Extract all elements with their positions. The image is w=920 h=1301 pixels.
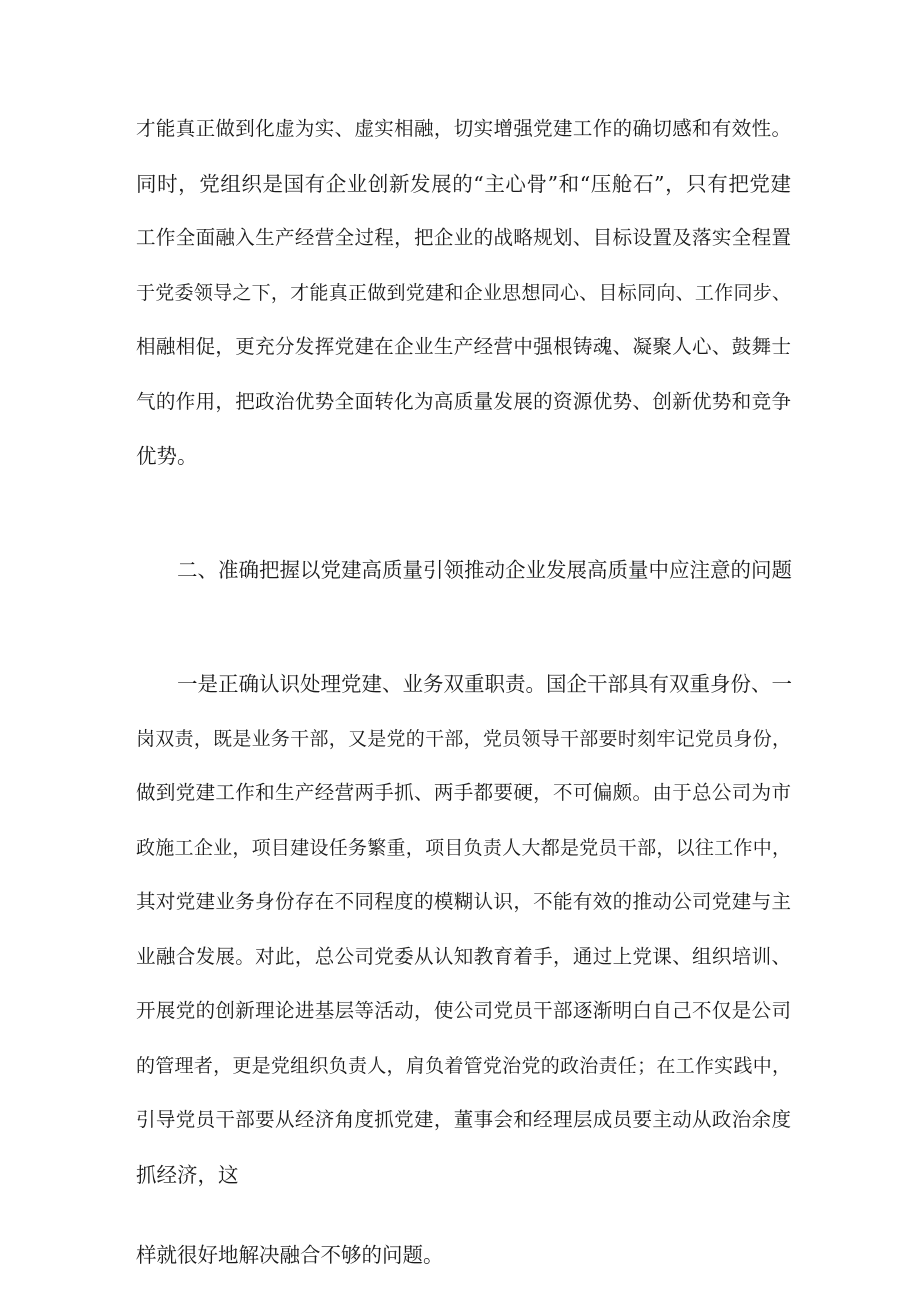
paragraph-1-line-5: 相融相促，更充分发挥党建在企业生产经营中强根铸魂、凝聚人心、鼓舞士 (136, 335, 791, 358)
paragraph-1-line-2: 同时，党组织是国有企业创新发展的“主心骨”和“压舱石”，只有把党建 (136, 172, 791, 196)
paragraph-2-line-5: 其对党建业务身份存在不同程度的模糊认识，不能有效的推动公司党建与主 (136, 890, 791, 913)
paragraph-1-line-1: 才能真正做到化虚为实、虚实相融，切实增强党建工作的确切感和有效性。 (136, 117, 791, 140)
continuation-line: 样就很好地解决融合不够的问题。 (136, 1243, 444, 1267)
paragraph-1-line-7: 优势。 (136, 444, 198, 468)
paragraph-1-line-6: 气的作用，把政治优势全面转化为高质量发展的资源优势、创新优势和竞争 (136, 390, 791, 413)
paragraph-2-line-2: 岗双责，既是业务干部，又是党的干部，党员领导干部要时刻牢记党员身份， (136, 728, 791, 750)
paragraph-2-line-3: 做到党建工作和生产经营两手抓、两手都要硬，不可偏颇。由于总公司为市 (136, 781, 791, 804)
paragraph-2-line-8: 的管理者，更是党组织负责人，肩负着管党治党的政治责任；在工作实践中， (136, 1055, 791, 1077)
paragraph-1-line-4: 于党委领导之下，才能真正做到党建和企业思想同心、目标同向、工作同步、 (136, 282, 791, 304)
paragraph-2-line-7: 开展党的创新理论进基层等活动，使公司党员干部逐渐明白自己不仅是公司 (136, 999, 791, 1022)
section-heading: 二、准确把握以党建高质量引领推动企业发展高质量中应注意的问题 (177, 558, 792, 582)
paragraph-2-line-10: 抓经济，这 (136, 1163, 239, 1187)
paragraph-1-line-3: 工作全面融入生产经营全过程，把企业的战略规划、目标设置及落实全程置 (136, 226, 791, 249)
paragraph-2-line-4: 政施工企业，项目建设任务繁重，项目负责人大都是党员干部，以往工作中， (136, 837, 791, 859)
paragraph-2-line-1: 一是正确认识处理党建、业务双重职责。国企干部具有双重身份、一 (177, 672, 792, 696)
paragraph-2-line-6: 业融合发展。对此，总公司党委从认知教育着手，通过上党课、组织培训、 (136, 945, 791, 968)
paragraph-2-line-9: 引导党员干部要从经济角度抓党建，董事会和经理层成员要主动从政治余度 (136, 1108, 791, 1131)
